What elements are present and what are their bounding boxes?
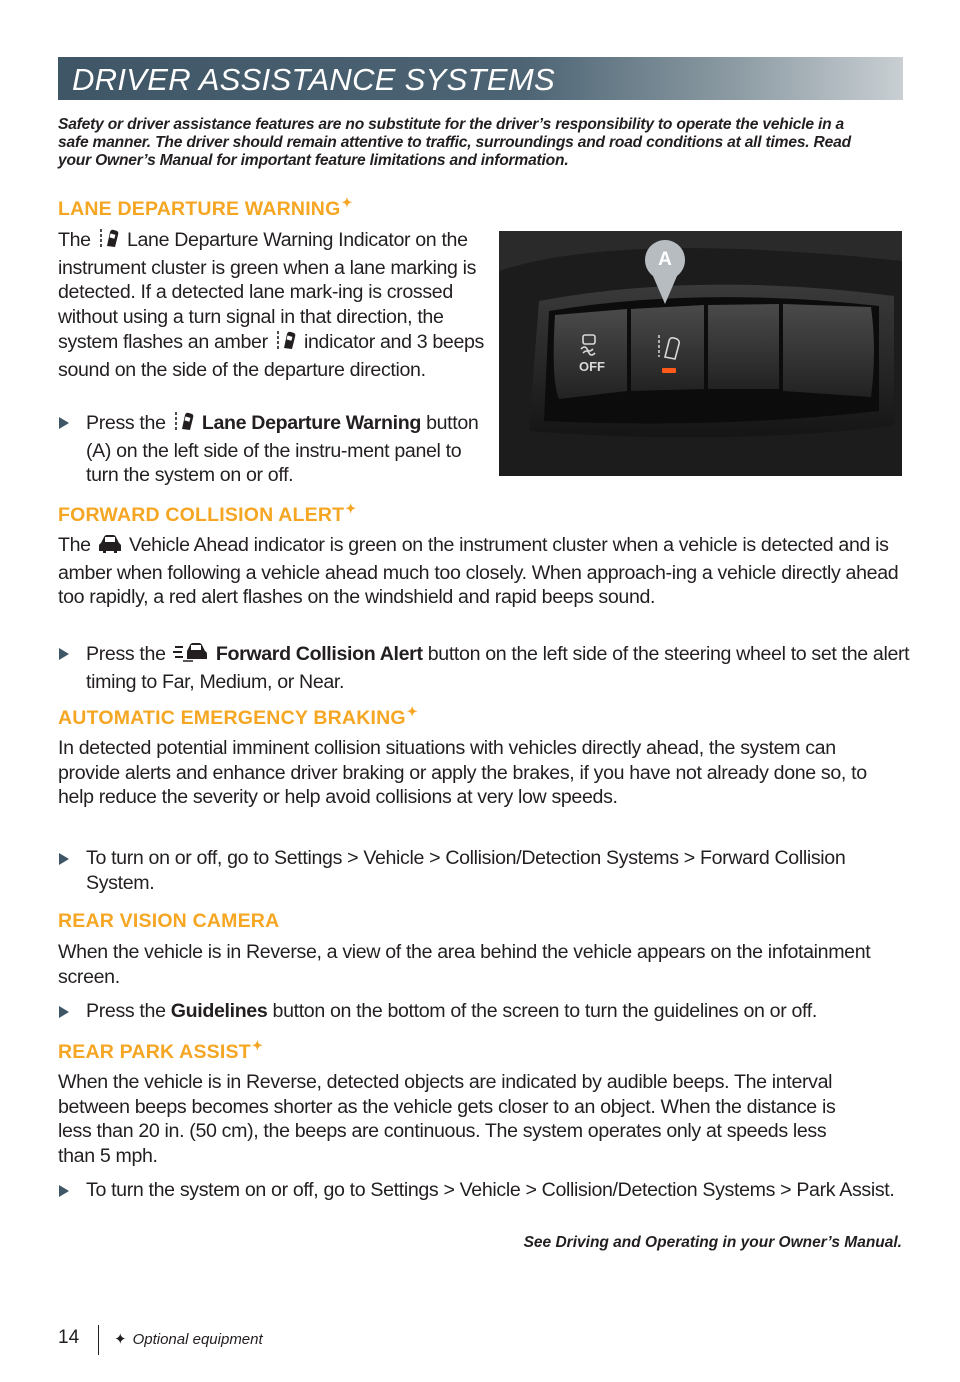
- lane-departure-heading: [58, 195, 353, 221]
- optional-star-icon: ✦: [345, 501, 357, 516]
- owners-manual-reference: See Driving and Operating in your Owner’s Manual.: [523, 1234, 902, 1251]
- rear-camera-bullet: [58, 999, 932, 1024]
- arrow-bullet-icon: [59, 648, 69, 660]
- optional-equipment-note: [114, 1330, 263, 1348]
- rear-park-bullet: [58, 1178, 932, 1203]
- lane-departure-p1-b: Lane Departure Warning Indicator on the instrument cluster is green when a lane marking is detected. If a detected lane mark-ing is crossed without using a turn signal in that direction, the system flashes an amber: [58, 229, 477, 353]
- instrument-panel-photo: [499, 231, 902, 476]
- forward-collision-p1-b: Vehicle Ahead indicator is green on the instrument cluster when a vehicle is detected and is amber when following a vehicle ahead much too closely. When approach-ing a vehicle directly ahead too rapidly, a red alert flashes on the windshield and rapid beeps sound.: [58, 534, 899, 608]
- arrow-bullet-icon: [59, 853, 69, 865]
- vehicle-ahead-icon: [98, 534, 122, 561]
- rear-camera-description: When the vehicle is in Reverse, a view of the area behind the vehicle appears on the infotainment screen.: [58, 941, 871, 988]
- lane-departure-b1-b: button (A) on the left side of the instru-ment panel to turn the system on or off.: [86, 412, 479, 486]
- rear-park-description: When the vehicle is in Reverse, detected objects are indicated by audible beeps. The interval between beeps becomes shorter as the vehicle gets closer to an object. When the distance is less than 20 in. (50 cm), the beeps are continuous. The system operates only at speeds less than 5 mph.: [58, 1071, 836, 1167]
- forward-collision-description: [58, 533, 904, 610]
- lane-departure-icon: [98, 227, 120, 256]
- forward-collision-bullet: [58, 641, 932, 694]
- lane-departure-b1-a: Press the: [86, 412, 166, 434]
- optional-star-icon: ✦: [114, 1331, 127, 1348]
- callout-a-marker: [643, 240, 687, 306]
- forward-collision-heading-text: FORWARD COLLISION ALERT: [58, 504, 345, 526]
- forward-collision-alert-icon: [173, 641, 209, 670]
- forward-collision-heading: [58, 501, 357, 527]
- lane-departure-icon: [275, 329, 297, 358]
- forward-collision-p1-a: The: [58, 534, 91, 556]
- arrow-bullet-icon: [59, 417, 69, 429]
- rear-park-heading: [58, 1038, 263, 1064]
- optional-star-icon: ✦: [341, 195, 353, 210]
- lane-departure-bullet: [58, 410, 494, 488]
- aeb-description: In detected potential imminent collision situations with vehicles directly ahead, the system can provide alerts and enhance driver braking or apply the brakes, if you have not already done so, to help reduce the severity or help avoid collisions at very low speeds.: [58, 737, 867, 808]
- safety-disclaimer: Safety or driver assistance features are no substitute for the driver’s responsibility to operate the vehicle in a safe manner. The driver should remain attentive to traffic, surroundings and road conditions at all times. Read your Owner’s Manual for important feature limitations and information.: [58, 116, 851, 169]
- forward-collision-b1-bold: Forward Collision Alert: [215, 643, 423, 665]
- forward-collision-b1-a: Press the: [86, 643, 166, 665]
- rear-camera-b1-a: Press the: [86, 1000, 166, 1022]
- lane-departure-icon: [173, 410, 195, 439]
- arrow-bullet-icon: [59, 1006, 69, 1018]
- callout-a-label: A: [658, 249, 672, 270]
- aeb-b1: To turn on or off, go to Settings > Vehicle > Collision/Detection Systems > Forward Collision System.: [86, 847, 846, 894]
- lane-departure-description: [58, 227, 488, 382]
- lane-departure-b1-bold: Lane Departure Warning: [201, 412, 421, 434]
- aeb-heading: [58, 704, 418, 730]
- section-banner: [58, 57, 903, 100]
- aeb-bullet: [58, 846, 906, 895]
- optional-star-icon: ✦: [406, 704, 418, 719]
- forward-collision-b1-b: button on the left side of the steering wheel to set the alert timing to Far, Medium, or Near.: [86, 643, 910, 693]
- lane-departure-heading-text: LANE DEPARTURE WARNING: [58, 198, 341, 220]
- page-number: 14: [58, 1327, 80, 1348]
- rear-camera-heading: [58, 910, 279, 933]
- rear-camera-b1-bold: Guidelines: [170, 1000, 268, 1022]
- optional-star-icon: ✦: [251, 1038, 263, 1053]
- traction-off-label: OFF: [579, 359, 605, 374]
- rear-park-heading-text: REAR PARK ASSIST: [58, 1041, 251, 1063]
- aeb-heading-text: AUTOMATIC EMERGENCY BRAKING: [58, 707, 406, 729]
- lane-departure-p1-c: indicator and 3 beeps sound on the side of the departure direction.: [58, 331, 484, 381]
- footer-divider: [98, 1325, 99, 1355]
- rear-camera-heading-text: REAR VISION CAMERA: [58, 910, 280, 932]
- lane-departure-p1-a: The: [58, 229, 91, 251]
- arrow-bullet-icon: [59, 1185, 69, 1197]
- rear-camera-b1-b: button on the bottom of the screen to turn the guidelines on or off.: [272, 1000, 817, 1022]
- page-title: DRIVER ASSISTANCE SYSTEMS: [72, 62, 555, 97]
- optional-equipment-label: Optional equipment: [132, 1331, 263, 1348]
- rear-park-b1: To turn the system on or off, go to Settings > Vehicle > Collision/Detection Systems > Park Assist.: [86, 1179, 895, 1201]
